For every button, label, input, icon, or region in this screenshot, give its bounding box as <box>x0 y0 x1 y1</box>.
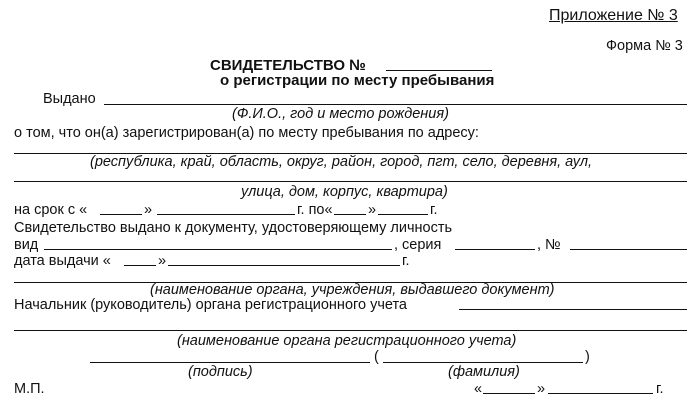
certificate-title: СВИДЕТЕЛЬСТВО № <box>210 57 366 74</box>
term-start-day-line[interactable] <box>100 214 142 215</box>
certificate-number-line[interactable] <box>386 70 492 71</box>
surname-caption: (фамилия) <box>448 364 520 380</box>
paren-open: ( <box>374 349 379 365</box>
series-label: , серия <box>394 237 442 253</box>
date-quote-open: « <box>474 381 483 397</box>
term-prefix: на срок с « <box>14 202 88 218</box>
date-quote-close: » <box>537 381 546 397</box>
term-start-month-line[interactable] <box>157 214 295 215</box>
certificate-subtitle: о регистрации по месту пребывания <box>220 72 495 89</box>
issue-date-quote-close: » <box>158 253 167 269</box>
issue-date-month-line[interactable] <box>168 265 400 266</box>
term-end-month-line[interactable] <box>378 214 428 215</box>
fio-caption: (Ф.И.О., год и место рождения) <box>232 106 449 122</box>
region-caption: (республика, край, область, округ, район, город, пгт, село, деревня, аул, <box>90 154 593 170</box>
surname-line[interactable] <box>383 362 583 363</box>
term-end-day-line[interactable] <box>334 214 366 215</box>
number-label: , № <box>537 237 561 253</box>
registration-body-caption: (наименование органа регистрационного учета) <box>177 333 517 349</box>
address-line-2[interactable] <box>14 181 687 182</box>
issuer-caption: (наименование органа, учреждения, выдавшего документ) <box>150 282 555 298</box>
issued-to-label: Выдано <box>43 91 96 107</box>
signature-caption: (подпись) <box>188 364 253 380</box>
series-line[interactable] <box>455 249 535 250</box>
registered-text: о том, что он(а) зарегистрирован(а) по месту пребывания по адресу: <box>14 125 479 141</box>
signature-line[interactable] <box>90 362 370 363</box>
issue-date-day-line[interactable] <box>124 265 156 266</box>
date-day-line[interactable] <box>483 393 535 394</box>
document-kind-label: вид <box>14 237 39 253</box>
document-text: Свидетельство выдано к документу, удостоверяющему личность <box>14 220 453 236</box>
document-kind-line[interactable] <box>44 249 392 250</box>
registration-body-line[interactable] <box>14 330 687 331</box>
head-line[interactable] <box>459 309 687 310</box>
issue-date-end: г. <box>402 253 410 269</box>
date-month-line[interactable] <box>548 393 653 394</box>
term-year-text: г. по« <box>297 202 333 218</box>
street-caption: улица, дом, корпус, квартира) <box>241 184 448 200</box>
date-year: г. <box>656 381 664 397</box>
fio-line[interactable] <box>104 104 687 105</box>
stamp-label: М.П. <box>14 381 45 397</box>
term-end-text: г. <box>430 202 438 218</box>
issue-date-prefix: дата выдачи « <box>14 253 111 269</box>
term-quote-close: » <box>144 202 153 218</box>
appendix-label: Приложение № 3 <box>549 7 678 24</box>
form-number-label: Форма № 3 <box>606 38 683 54</box>
number-line[interactable] <box>570 249 687 250</box>
term-quote-close-2: » <box>368 202 377 218</box>
head-text: Начальник (руководитель) органа регистрационного учета <box>14 297 408 313</box>
paren-close: ) <box>585 349 590 365</box>
